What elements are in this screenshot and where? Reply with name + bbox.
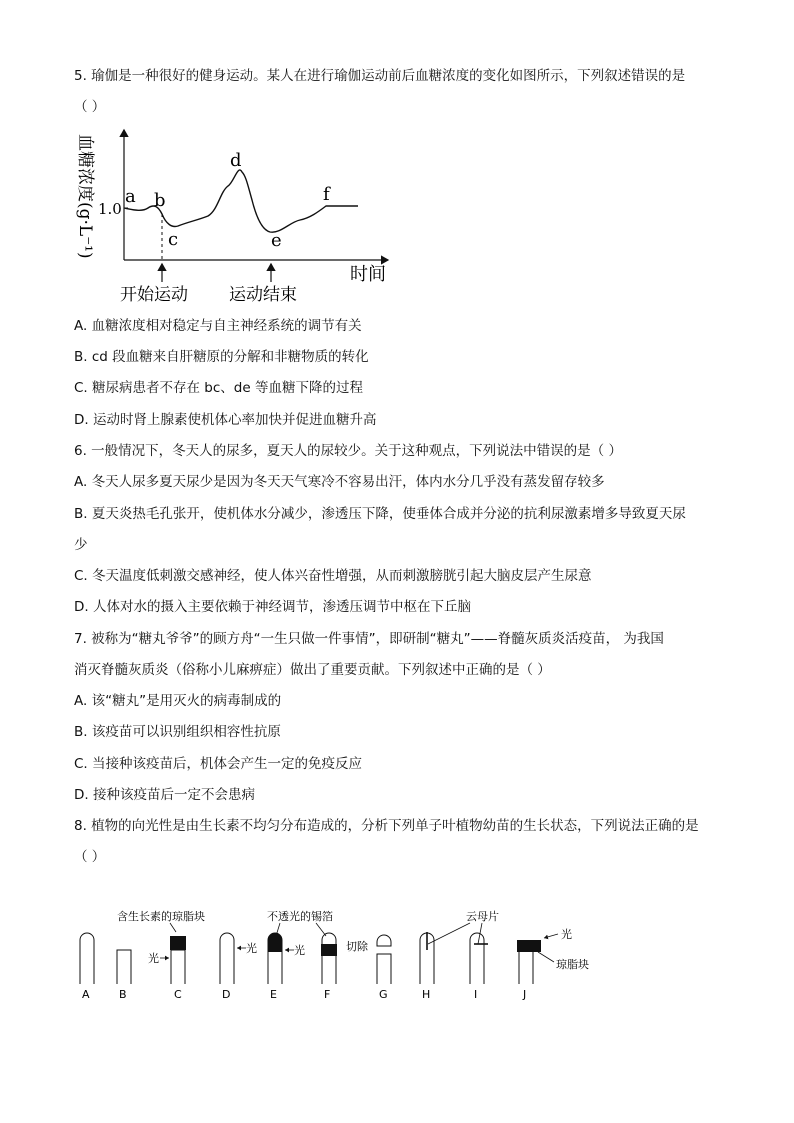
fig-label-e: E [270,988,277,1001]
light-j: 光 [561,928,572,941]
point-b: b [154,190,166,211]
y-axis-label: 血糖浓度(g·L⁻¹) [75,134,95,259]
fig-label-b: B [119,988,127,1001]
point-c: c [168,229,179,250]
seedling-figure [70,904,630,1004]
point-d: d [230,150,242,171]
fig-label-h: H [422,988,431,1001]
point-a: a [125,186,136,207]
label-mica: 云母片 [466,910,499,923]
end-label: 运动结束 [229,285,297,305]
fig-label-i: I [474,988,478,1001]
q7-stem-line2: 消灭脊髓灰质炎（俗称小儿麻痹症）做出了重要贡献。下列叙述中正确的是（ ） [74,662,551,678]
blood-glucose-graph [68,122,408,308]
label-agar-auxin: 含生长素的琼脂块 [117,910,205,923]
light-e: 光 [294,944,305,957]
point-f: f [323,184,330,205]
fig-label-f: F [324,988,331,1001]
q5-option-c: C. 糖尿病患者不存在 bc、de 等血糖下降的过程 [74,380,363,396]
q7-stem-line1: 7. 被称为“糖丸爷爷”的顾方舟“一生只做一件事情”，即研制“糖丸”——脊髓灰质炎活疫苗， 为我国 [74,631,664,647]
fig-label-g: G [379,988,388,1001]
q5-option-d: D. 运动时肾上腺素使机体心率加快并促进血糖升高 [74,412,377,428]
fig-label-d: D [222,988,231,1001]
q8-stem: 8. 植物的向光性是由生长素不均匀分布造成的，分析下列单子叶植物幼苗的生长状态，下列说法正确的是 [74,818,699,834]
q5-paren: （ ） [74,99,106,115]
light-d: 光 [246,942,257,955]
start-label: 开始运动 [120,285,188,305]
q8-paren: （ ） [74,849,106,865]
q6-option-b: B. 夏天炎热毛孔张开，使机体水分减少，渗透压下降，使垂体合成并分泌的抗利尿激素增多导致夏天尿 [74,506,686,522]
fig-label-j: J [523,988,527,1001]
light-c: 光 [148,952,159,965]
x-axis-label: 时间 [350,264,386,285]
q5-option-b: B. cd 段血糖来自肝糖原的分解和非糖物质的转化 [74,349,369,365]
q6-option-b-cont: 少 [74,537,88,553]
fig-label-a: A [82,988,90,1001]
q6-stem: 6. 一般情况下，冬天人的尿多，夏天人的尿较少。关于这种观点，下列说法中错误的是（ ） [74,443,622,459]
q6-option-d: D. 人体对水的摄入主要依赖于神经调节，渗透压调节中枢在下丘脑 [74,599,471,615]
q6-option-a: A. 冬天人尿多夏天尿少是因为冬天天气寒冷不容易出汗，体内水分几乎没有蒸发留存较多 [74,474,605,490]
q5-option-a: A. 血糖浓度相对稳定与自主神经系统的调节有关 [74,318,362,334]
q7-option-b: B. 该疫苗可以识别组织相容性抗原 [74,724,281,740]
q6-option-c: C. 冬天温度低刺激交感神经，使人体兴奋性增强，从而刺激膀胱引起大脑皮层产生尿意 [74,568,592,584]
q5-stem: 5. 瑜伽是一种很好的健身运动。某人在进行瑜伽运动前后血糖浓度的变化如图所示，下列叙述错误的是 [74,68,686,84]
point-e: e [271,230,282,251]
q7-option-c: C. 当接种该疫苗后，机体会产生一定的免疫反应 [74,756,363,772]
q7-option-a: A. 该“糖丸”是用灭火的病毒制成的 [74,693,282,709]
label-cut: 切除 [346,940,368,953]
fig-label-c: C [174,988,182,1001]
label-foil: 不透光的锡箔 [267,910,333,923]
label-agar: 琼脂块 [556,958,589,971]
q7-option-d: D. 接种该疫苗后一定不会患病 [74,787,255,803]
y-tick-label: 1.0 [98,200,122,218]
